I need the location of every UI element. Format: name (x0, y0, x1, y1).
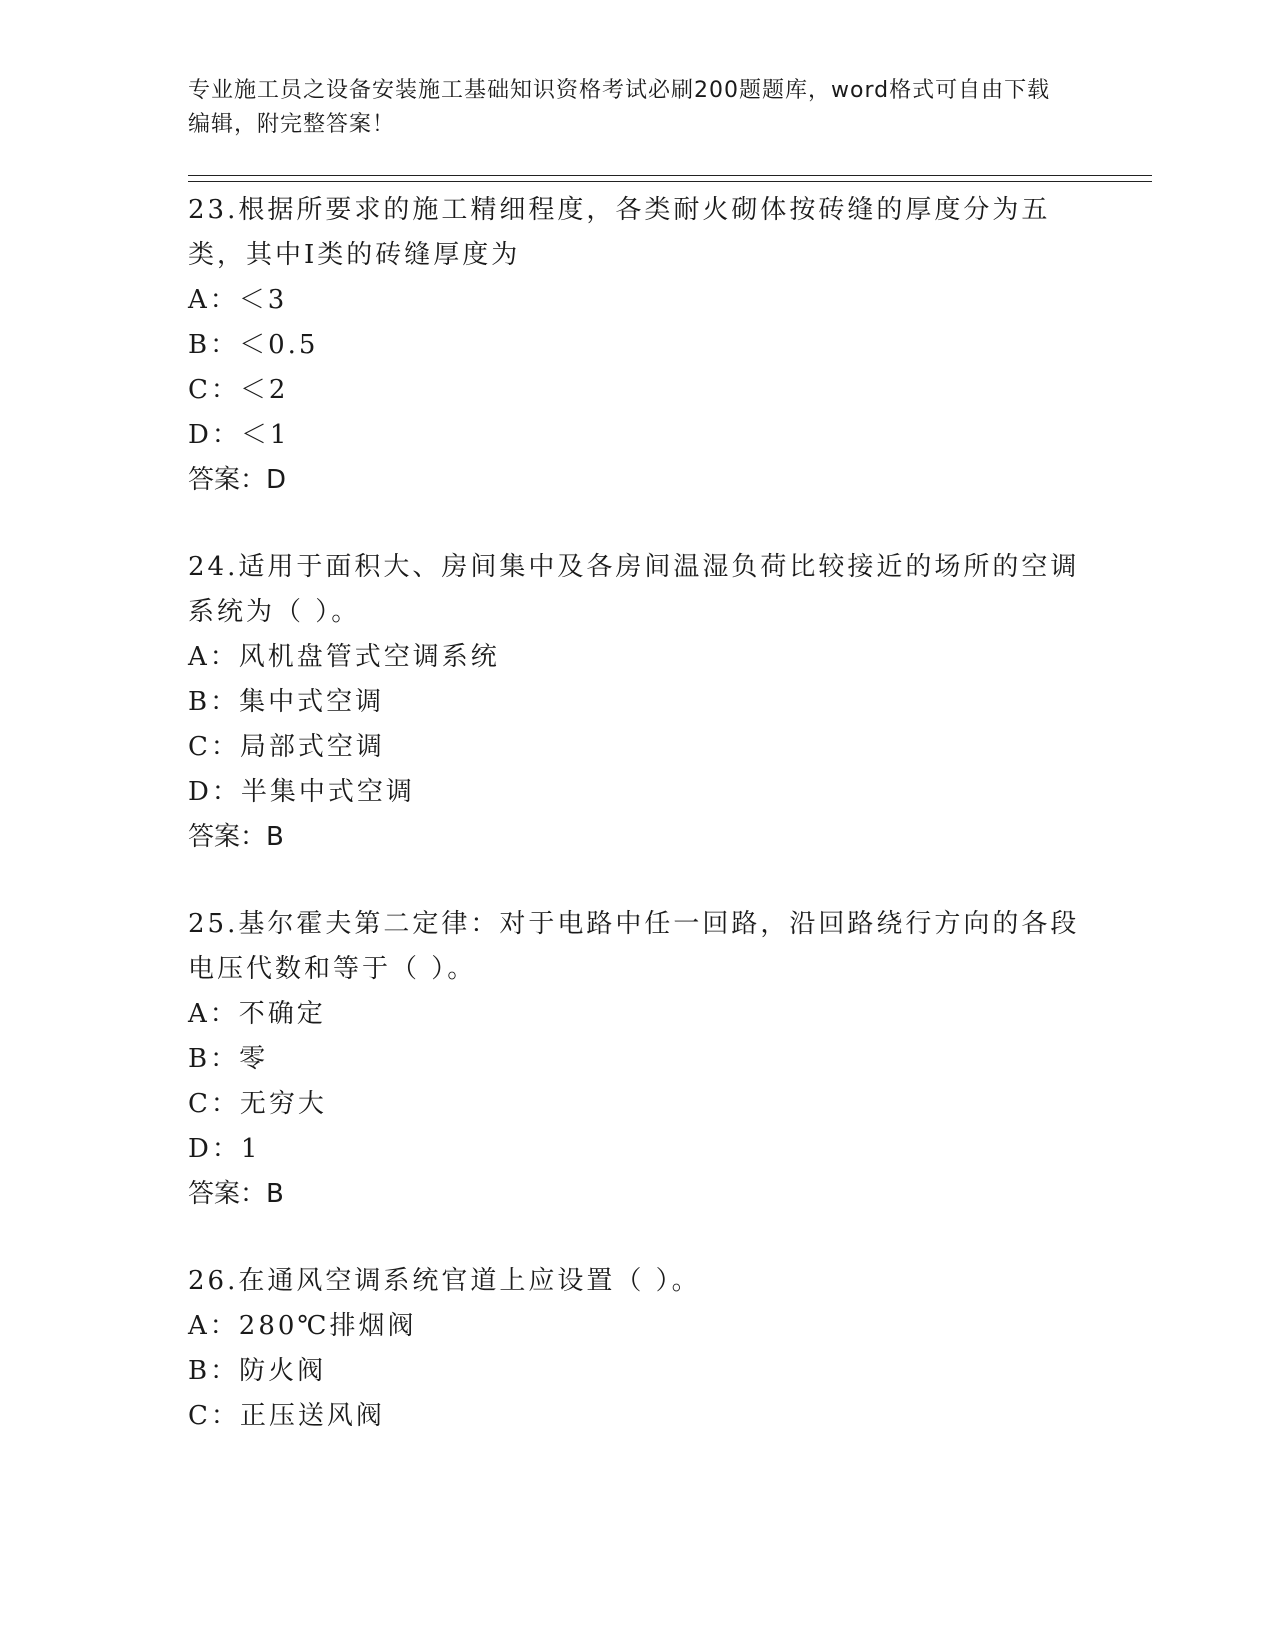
question-26 (188, 1259, 1088, 1439)
answer-line: 答案：B (188, 1179, 284, 1209)
question-24 (188, 545, 1088, 860)
option-d: D：1 (188, 1134, 261, 1164)
option-a: A：280℃排烟阀 (188, 1311, 417, 1341)
header-divider-bottom (188, 181, 1152, 182)
option-d: D：＜1 (188, 420, 290, 450)
option-c: C：正压送风阀 (188, 1401, 385, 1431)
option-a: A：＜3 (188, 285, 288, 315)
header-divider-top (188, 175, 1152, 176)
option-d: D：半集中式空调 (188, 777, 415, 807)
question-list (188, 188, 1088, 1481)
option-b: B：集中式空调 (188, 687, 385, 717)
question-25 (188, 902, 1088, 1217)
question-text: 23.根据所要求的施工精细程度，各类耐火砌体按砖缝的厚度分为五类，其中Ⅰ类的砖缝厚度为 (188, 195, 1051, 270)
option-c: C：局部式空调 (188, 732, 385, 762)
option-b: B：零 (188, 1044, 269, 1074)
option-b: B：＜0.5 (188, 330, 319, 360)
answer-line: 答案：D (188, 465, 287, 495)
question-23 (188, 188, 1088, 503)
option-a: A：风机盘管式空调系统 (188, 642, 500, 672)
header-title: 专业施工员之设备安装施工基础知识资格考试必刷200题题库，word格式可自由下载编辑，附完整答案！ (188, 78, 1051, 137)
document-header (188, 74, 1068, 142)
option-c: C：无穷大 (188, 1089, 327, 1119)
question-text: 25.基尔霍夫第二定律：对于电路中任一回路，沿回路绕行方向的各段电压代数和等于（ ）。 (188, 909, 1080, 984)
option-c: C：＜2 (188, 375, 289, 405)
option-a: A：不确定 (188, 999, 326, 1029)
question-text: 26.在通风空调系统官道上应设置（ ）。 (188, 1266, 701, 1296)
answer-line: 答案：B (188, 822, 284, 852)
option-b: B：防火阀 (188, 1356, 327, 1386)
question-text: 24.适用于面积大、房间集中及各房间温湿负荷比较接近的场所的空调系统为（ ）。 (188, 552, 1080, 627)
